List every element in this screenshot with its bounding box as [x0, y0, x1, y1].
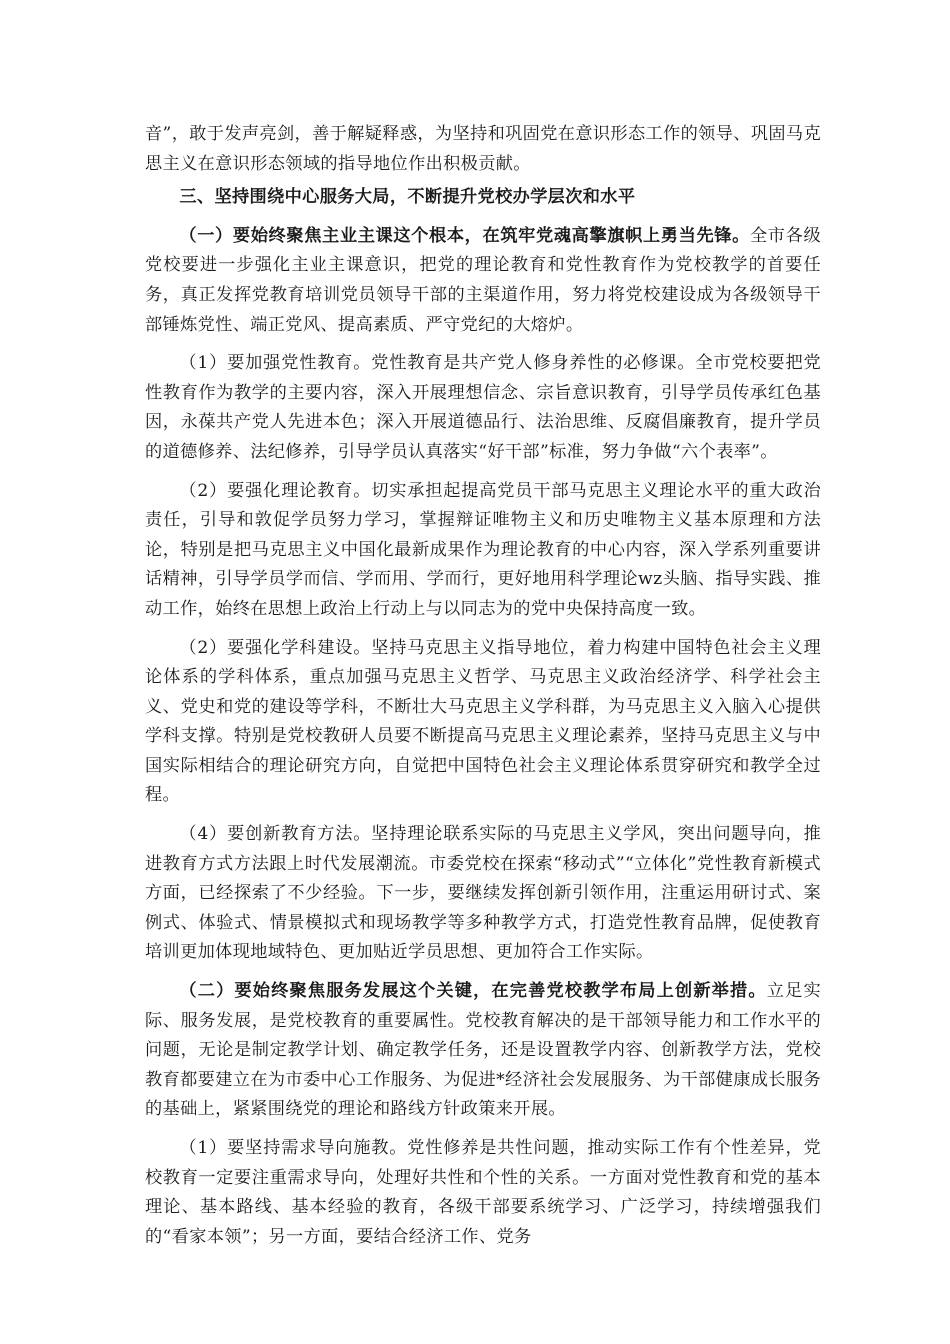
subsection-1-paragraph: [145, 222, 821, 340]
item-demand-oriented: （1）要坚持需求导向施教。党性修养是共性问题，推动实际工作有个性差异，党校教育一定要注重需求导向，处理好共性和个性的关系。一方面对党性教育和党的基本理论、基本路线、基本经验的教育，各级干部要系统学习、广泛学习，持续增强我们的“看家本领”；另一方面，要结合经济工作、党务: [145, 1138, 821, 1247]
item-theory: （2）要强化理论教育。切实承担起提高党员干部马克思主义理论水平的重大政治责任，引导和敦促学员努力学习，掌握辩证唯物主义和历史唯物主义基本原理和方法论，特别是把马克思主义中国化最新成果作为理论教育的中心内容，深入学系列重要讲话精神，引导学员学而信、学而用、学而行，更好地用科学理论wz头脑、指导实践、推动工作，始终在思想上政治上行动上与以同志为的党中央保持高度一致。: [145, 480, 821, 619]
subsection-2-paragraph: [145, 977, 821, 1125]
section-3-heading: 三、坚持围绕中心服务大局，不断提升党校办学层次和水平: [179, 187, 636, 208]
paragraph-intro: 音”，敢于发声亮剑，善于解疑释惑，为坚持和巩固党在意识形态工作的领导、巩固马克思主义在意识形态领域的指导地位作出积极贡献。: [145, 124, 821, 174]
subsection-2-heading: （二）要始终聚焦服务发展这个关键，在完善党校教学布局上创新举措。: [179, 981, 767, 1002]
item-methods: （4）要创新教育方法。坚持理论联系实际的马克思主义学风，突出问题导向，推进教育方式方法跟上时代发展潮流。市委党校在探索“移动式”“立体化”党性教育新模式方面，已经探索了不少经验。下一步，要继续发挥创新引领作用，注重运用研讨式、案例式、体验式、情景模拟式和现场教学等多种教学方式，打造党性教育品牌，促使教育培训更加体现地域特色、更加贴近学员思想、更加符合工作实际。: [145, 824, 821, 963]
document-page: [145, 120, 821, 1252]
item-party-spirit: （1）要加强党性教育。党性教育是共产党人修身养性的必修课。全市党校要把党性教育作为教学的主要内容，深入开展理想信念、宗旨意识教育，引导学员传承红色基因，永葆共产党人先进本色；深入开展道德品行、法治思维、反腐倡廉教育，提升学员的道德修养、法纪修养，引导学员认真落实“好干部”标准，努力争做“六个表率”。: [145, 353, 821, 462]
item-discipline: （2）要强化学科建设。坚持马克思主义指导地位，着力构建中国特色社会主义理论体系的学科体系，重点加强马克思主义哲学、马克思主义政治经济学、科学社会主义、党史和党的建设等学科，不断壮大马克思主义学科群，为马克思主义入脑入心提供学科支撑。特别是党校教研人员要不断提高马克思主义理论素养，坚持马克思主义与中国实际相结合的理论研究方向，自觉把中国特色社会主义理论体系贯穿研究和教学全过程。: [145, 637, 821, 806]
subsection-1-body: 全市各级党校要进一步强化主业主课意识，把党的理论教育和党性教育作为党校教学的首要任务，真正发挥党教育培训党员领导干部的主渠道作用，努力将党校建设成为各级领导干部锤炼党性、端正党风、提高素质、严守党纪的大熔炉。: [145, 225, 821, 335]
subsection-1-heading: （一）要始终聚焦主业主课这个根本，在筑牢党魂高擎旗帜上勇当先锋。: [179, 225, 750, 246]
subsection-2-body: 立足实际、服务发展，是党校教育的重要属性。党校教育解决的是干部领导能力和工作水平的问题，无论是制定教学计划、确定教学任务，还是设置教学内容、创新教学方法，党校教育都要建立在为市委中心工作服务、为促进*经济社会发展服务、为干部健康成长服务的基础上，紧紧围绕党的理论和路线方针政策来开展。: [145, 981, 821, 1120]
